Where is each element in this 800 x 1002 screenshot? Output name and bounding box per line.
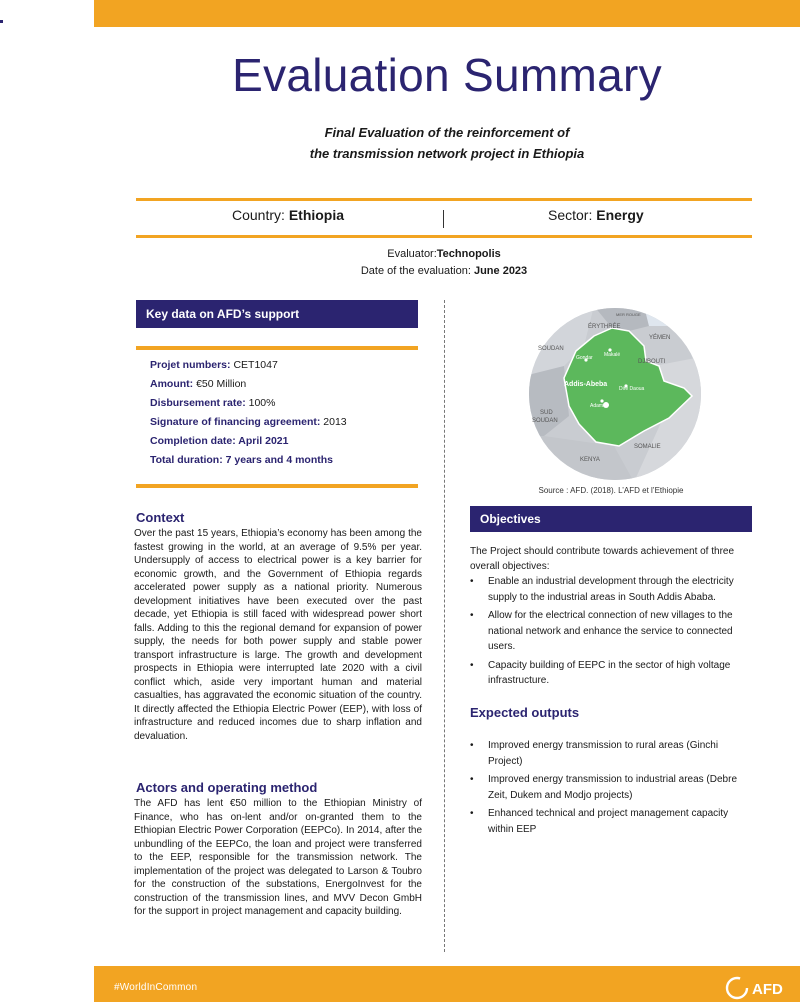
key-data-label: Completion date: April 2021 [150, 435, 289, 447]
key-data-row [150, 432, 418, 451]
key-data-label: Amount: [150, 378, 197, 390]
key-data-row [150, 375, 418, 394]
outputs-list [470, 738, 752, 840]
key-data-value: 2013 [323, 416, 347, 428]
list-item: • Improved energy transmission to rural areas (Ginchi Project) [470, 738, 752, 769]
map-label-makale: Makalé [604, 352, 621, 358]
country-label: Country: [232, 207, 289, 223]
objectives-intro: The Project should contribute towards achievement of three overall objectives: [470, 546, 735, 572]
map-label-djibouti: DJIBOUTI [638, 359, 666, 365]
outputs-title: Expected outputs [470, 705, 580, 720]
map-label-dire-daoua: Diré Daoua [619, 386, 645, 392]
key-data-label: Projet numbers: [150, 359, 234, 371]
afd-logo-text: AFD [752, 981, 783, 998]
key-data-list [150, 356, 418, 470]
key-data-label: Disbursement rate: [150, 397, 249, 409]
key-data-row [150, 394, 418, 413]
corner-dot [0, 20, 3, 23]
key-data-header [136, 300, 418, 328]
objectives-list [470, 574, 752, 692]
map-label-yemen: YÉMEN [649, 335, 671, 341]
list-item: • Allow for the electrical connection of new villages to the national network and enhance the service to connected users. [470, 608, 752, 655]
context-title: Context [136, 510, 185, 525]
subtitle-line-1: Final Evaluation of the reinforcement of [324, 125, 570, 140]
afd-logo-ring [727, 978, 747, 998]
map-source: Source : AFD. (2018). L’AFD et l’Ethiopie [538, 486, 684, 495]
map-label-adama: Adama [590, 403, 606, 409]
list-item: • Improved energy transmission to industrial areas (Debre Zeit, Dukem and Modjo projects) [470, 772, 752, 803]
subtitle [94, 122, 800, 164]
list-item: • Enhanced technical and project management capacity within EEP [470, 806, 752, 837]
map-label-erythree: ÉRYTHRÉE [588, 324, 621, 330]
map-label-kenya: KENYA [580, 457, 600, 463]
evaluation-date-value: June 2023 [473, 265, 528, 277]
top-orange-bar [94, 0, 800, 27]
map-label-addis-abeba: Addis-Abeba [564, 381, 608, 388]
objectives-header-text: Objectives [480, 512, 541, 526]
sector-label: Sector: [548, 207, 597, 223]
evaluator-value: Technopolis [436, 248, 501, 260]
map-label-sud-soudan-1: SUD [540, 410, 553, 416]
evaluation-date-label: Date of the evaluation: [360, 265, 474, 277]
evaluation-info [136, 246, 752, 280]
country-field [232, 207, 344, 223]
objectives-header [470, 506, 752, 532]
country-value: Ethiopia [288, 207, 345, 223]
column-divider [444, 300, 445, 952]
footer-hashtag: #WorldInCommon [114, 982, 198, 993]
key-data-row [150, 451, 418, 470]
subtitle-line-2: the transmission network project in Ethiopia [309, 146, 585, 161]
key-data-row [150, 356, 418, 375]
key-data-label: Signature of financing agreement: [150, 416, 324, 428]
footer-bar [94, 966, 800, 1002]
key-data-row [150, 413, 418, 432]
actors-text: The AFD has lent €50 million to the Ethiopian Ministry of Finance, who has on-lent and/or on-granted them to the Ethiopian Electric Power Corporation (EEPCo). In 2014, after the unbundling of the EEPCo, the loan and project were transferred to the EEP, responsible for the transmission network. The implementation of the project was delegated to Larson & Toubro for the construction of the substations, EnergoInvest for the construction of the transmission lines, and MVV Decon GmbH for the support in project management and capacity building. [134, 798, 422, 917]
afd-logo-icon [724, 974, 794, 1000]
evaluator-label: Evaluator: [387, 248, 437, 260]
map-label-soudan: SOUDAN [538, 346, 564, 352]
evaluator-line [136, 246, 752, 263]
list-item: • Capacity building of EEPC in the sector of high voltage infrastructure. [470, 658, 752, 689]
country-sector-band [136, 198, 752, 238]
key-data-bottom-rule [136, 484, 418, 488]
map-label-sud-soudan-2: SOUDAN [532, 418, 558, 424]
key-data-value: €50 Million [196, 378, 247, 390]
key-data-header-text: Key data on AFD’s support [146, 307, 300, 321]
map-label-gondar: Gondar [576, 355, 593, 361]
list-item: • Enable an industrial development through the electricity supply to the industrial areas in South Addis Ababa. [470, 574, 752, 605]
sector-value: Energy [596, 207, 644, 223]
context-text: Over the past 15 years, Ethiopia’s economy has been among the fastest growing in the world, at an average of 9.5% per year. Undersupply of access to electrical power is a key barrier for economic growth, and the Government of Ethiopia regards accelerated power supply as a national priority. Numerous development initiatives have been executed over the past decade, yet Ethiopia is still faced with widespread power short falls. Adding to this the regional demand for expansion of power supply, the needs for both power supply and stable power transport infrastructure is large. The growth and development prospects in Ethiopia were interrupted late 2020 with a civil conflict which, aside very important human and material casualties, has aggravated the economic situation of the country. It directly affected the Ethiopia Electric Power (EEP), with loss of infrastructure and reduced incomes due to sharp inflation and devaluation. [134, 528, 422, 742]
actors-title: Actors and operating method [136, 780, 318, 795]
map-label-somalie: SOMALIE [634, 444, 661, 450]
key-data-top-rule [136, 346, 418, 350]
ethiopia-map [524, 306, 706, 482]
map-label-mer-rouge: MER ROUGE [616, 312, 641, 317]
key-data-value: 100% [248, 397, 276, 409]
key-data-value: CET1047 [233, 359, 278, 371]
band-separator [443, 210, 444, 228]
page-title: Evaluation Summary [232, 49, 662, 101]
evaluation-date-line [136, 263, 752, 280]
key-data-label: Total duration: 7 years and 4 months [150, 454, 334, 466]
map-graphic [524, 306, 706, 482]
sector-field [548, 207, 644, 223]
